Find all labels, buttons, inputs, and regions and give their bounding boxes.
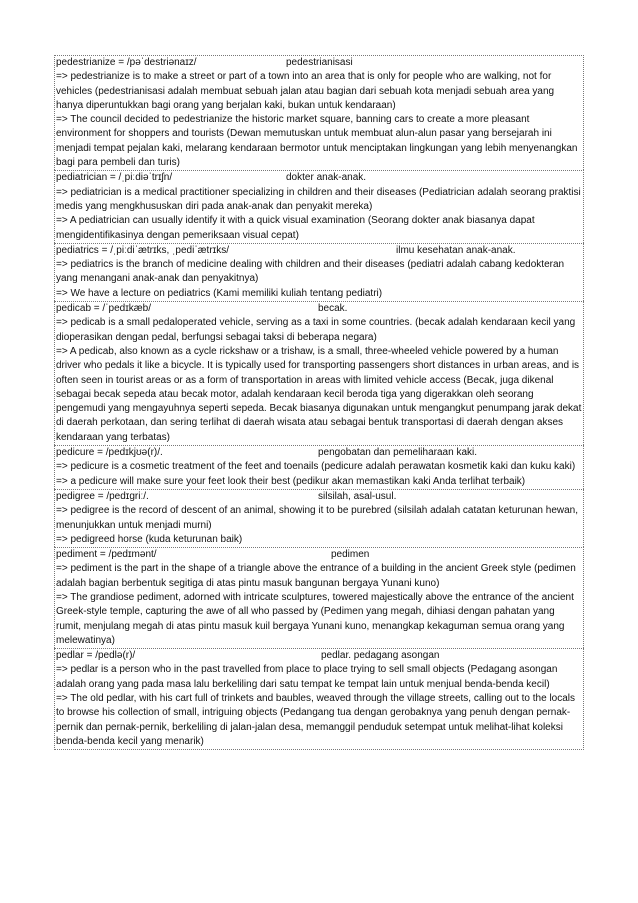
- entry-translation: pedlar. pedagang asongan: [321, 650, 440, 662]
- entry-head: [56, 490, 582, 504]
- entry-head: [56, 244, 582, 258]
- entry-definition: => pedicure is a cosmetic treatment of the feet and toenails (pedicure adalah perawatan kosmetik kaki dan kuku kaki): [56, 461, 576, 473]
- entry-term: pediment = /pedɪmənt/: [56, 549, 157, 561]
- entry-translation: ilmu kesehatan anak-anak.: [396, 244, 516, 256]
- entry-pedlar: [54, 648, 584, 750]
- entry-term: pedlar = /pedlə(r)/: [56, 650, 136, 662]
- entry-head: [56, 446, 582, 460]
- entry-pedestrianize: [54, 55, 584, 170]
- entry-definition: => pediatrician is a medical practitioner specializing in children and their diseases (Pediatrician adalah seorang praktisi medis yang mengkhususkan diri pada anak-anak dan penyakit mereka): [56, 186, 581, 212]
- dictionary-page: [54, 55, 584, 750]
- entry-pedicab: [54, 301, 584, 445]
- entry-pediment: [54, 547, 584, 648]
- entry-example: => A pediatrician can usually identify it with a quick visual examination (Seorang dokter anak biasanya dapat mengidentifikasinya dengan pemeriksaan visual cepat): [56, 215, 535, 241]
- entry-definition: => pedigree is the record of descent of an animal, showing it to be purebred (silsilah adalah catatan keturunan hewan, menunjukkan untuk menjadi murni): [56, 505, 578, 531]
- entry-term: pediatrics = /ˌpiːdiˈætrɪks, ˌpediˈætrɪks/: [56, 244, 229, 256]
- entry-term: pedigree = /pedɪgriː/.: [56, 490, 149, 502]
- entry-example: => We have a lecture on pediatrics (Kami memiliki kuliah tentang pediatri): [56, 287, 383, 299]
- entry-example: => pedigreed horse (kuda keturunan baik): [56, 533, 243, 545]
- entry-head: [56, 302, 582, 316]
- entry-example: => A pedicab, also known as a cycle rickshaw or a trishaw, is a small, three-wheeled vehicle powered by a human driver who pedals it like a bicycle. It is typically used for transporting passengers short distances in urban areas, and is often seen in tourist areas or as a form of transportation in areas with limited vehicle access (Becak, juga dikenal sebagai becak sepeda atau becak motor, adalah kendaraan kecil beroda tiga yang digerakkan oleh seorang pengemudi yang mengayuhnya seperti sepeda. Becak biasanya digunakan untuk mengangkut penumpang jarak dekat di daerah perkotaan, dan sering terlihat di daerah wisata atau sebagai bentuk transportasi di daerah dengan akses kendaraan yang terbatas): [56, 345, 582, 443]
- entry-example: => a pedicure will make sure your feet look their best (pedikur akan memastikan kaki Anda terlihat terbaik): [56, 475, 526, 487]
- entry-pedicure: [54, 445, 584, 489]
- entry-term: pedicab = /ˈpedɪkæb/: [56, 303, 152, 315]
- entry-head: [56, 548, 582, 562]
- entry-definition: => pedicab is a small pedaloperated vehicle, serving as a taxi in some countries. (becak adalah kendaraan kecil yang dioperasikan dengan pedal, berfungsi sebagai taksi di beberapa negara): [56, 317, 576, 343]
- entry-translation: pedestrianisasi: [286, 57, 353, 68]
- entry-definition: => pedestrianize is to make a street or part of a town into an area that is only for people who are walking, not for vehicles (pedestrianisasi adalah membuat sebuah jalan atau bagian dari sebuah kota menjadi sebuah area yang hanya diperuntukkan bagi orang yang berjalan kaki, bukan untuk kendaraan): [56, 71, 555, 111]
- entry-pediatrics: [54, 243, 584, 301]
- entry-example: => The grandiose pediment, adorned with intricate sculptures, towered majestically above the entrance of the ancient Greek-style temple, capturing the awe of all who passed by (Pedimen yang megah, dihiasi dengan pahatan yang rumit, menjulang megah di atas pintu masuk kuil bergaya Yunani kuno, menangkap kekaguman semua orang yang melewatinya): [56, 591, 574, 646]
- entry-term: pediatrician = /ˌpiːdiəˈtrɪʃn/: [56, 172, 173, 184]
- entry-term: pedicure = /pedɪkjʊə(r)/.: [56, 447, 163, 459]
- entry-translation: silsilah, asal-usul.: [318, 490, 397, 502]
- entry-example: => The council decided to pedestrianize the historic market square, banning cars to create a more pleasant environment for shoppers and tourists (Dewan memutuskan untuk membuat alun-alun pasar yang bersejarah ini menjadi tempat pejalan kaki, melarang kendaraan bermotor untuk menciptakan lingkungan yang lebih menyenangkan bagi para pembeli dan turis): [56, 114, 578, 169]
- entry-term: pedestrianize = /pəˈdestriənaɪz/: [56, 57, 197, 68]
- entry-translation: pengobatan dan pemeliharaan kaki.: [318, 447, 478, 459]
- entry-translation: becak.: [318, 303, 348, 315]
- entry-translation: dokter anak-anak.: [286, 172, 367, 184]
- entry-pediatrician: [54, 170, 584, 242]
- entry-head: [56, 56, 582, 70]
- entry-pedigree: [54, 489, 584, 547]
- entry-head: [56, 649, 582, 663]
- entry-definition: => pediatrics is the branch of medicine dealing with children and their diseases (pediatri adalah cabang kedokteran yang menangani anak-anak dan penyakitnya): [56, 259, 565, 285]
- entry-example: => The old pedlar, with his cart full of trinkets and baubles, weaved through the village streets, calling out to the locals to browse his collection of small, intriguing objects (Pedangang tua dengan gerobaknya yang penuh dengan pernak-pernik dan pernak-pernik, berkeliling di jalan-jalan desa, memanggil penduduk setempat untuk melihat-lihat koleksi benda-benda kecil yang menarik): [56, 693, 576, 747]
- entry-head: [56, 171, 582, 185]
- entry-translation: pedimen: [331, 549, 370, 561]
- entry-definition: => pediment is the part in the shape of a triangle above the entrance of a building in the ancient Greek style (pedimen adalah bagian berbentuk segitiga di atas pintu masuk bangunan bergaya Yunani kuno): [56, 563, 576, 589]
- entry-definition: => pedlar is a person who in the past travelled from place to place trying to sell small objects (Pedagang asongan adalah orang yang pada masa lalu berkeliling dari satu tempat ke tempat lain untuk menjual benda-benda kecil): [56, 664, 558, 690]
